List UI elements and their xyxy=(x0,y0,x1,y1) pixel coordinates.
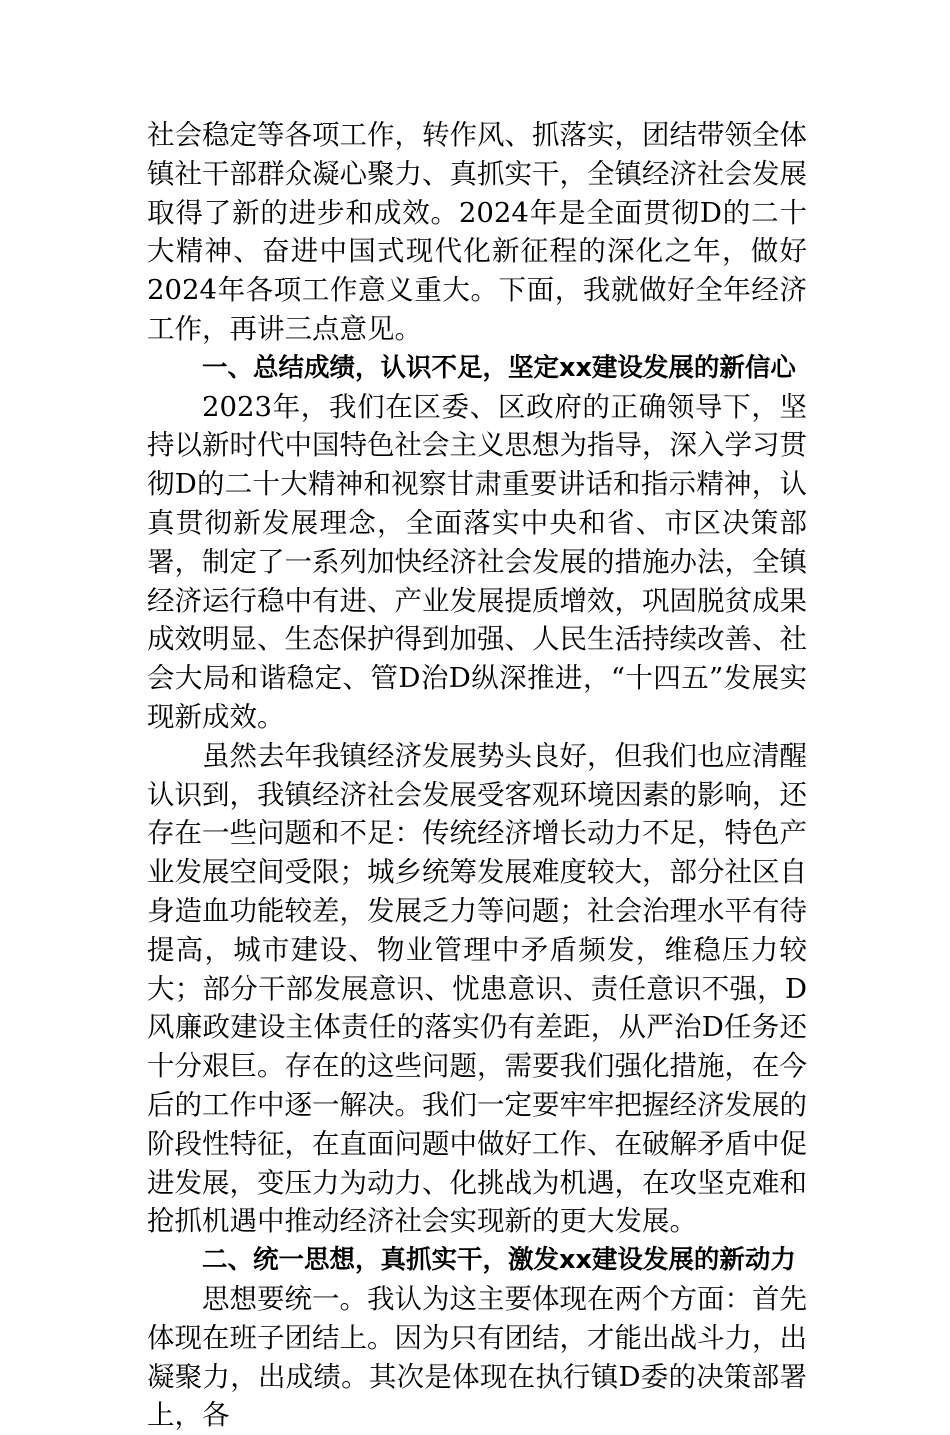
paragraph-achievements: 2023年，我们在区委、区政府的正确领导下，坚持以新时代中国特色社会主义思想为指导，深入学习贯彻D的二十大精神和视察甘肃重要讲话和指示精神，认真贯彻新发展理念，全面落实中央和省、市区决策部署，制定了一系列加快经济社会发展的措施办法，全镇经济运行稳中有进、产业发展提质增效，巩固脱贫成果成效明显、生态保护得到加强、人民生活持续改善、社会大局和谐稳定、管D治D纵深推进，“十四五”发展实现新成效。 xyxy=(147,390,807,733)
section-heading-1: 一、总结成绩，认识不足，坚定xx建设发展的新信心 xyxy=(202,352,796,383)
document-body xyxy=(147,116,807,1435)
paragraph-unify-thinking: 思想要统一。我认为这主要体现在两个方面：首先体现在班子团结上。因为只有团结，才能出战斗力，出凝聚力，出成绩。其次是体现在执行镇D委的决策部署上，各 xyxy=(147,1282,807,1432)
paragraph-problems: 虽然去年我镇经济发展势头良好，但我们也应清醒认识到，我镇经济社会发展受客观环境因素的影响，还存在一些问题和不足：传统经济增长动力不足，特色产业发展空间受限；城乡统筹发展难度较大，部分社区自身造血功能较差，发展乏力等问题；社会治理水平有待提高，城市建设、物业管理中矛盾频发，维稳压力较大；部分干部发展意识、忧患意识、责任意识不强，D风廉政建设主体责任的落实仍有差距，从严治D任务还十分艰巨。存在的这些问题，需要我们强化措施，在今后的工作中逐一解决。我们一定要牢牢把握经济发展的阶段性特征，在直面问题中做好工作、在破解矛盾中促进发展，变压力为动力、化挑战为机遇，在攻坚克难和抢抓机遇中推动经济社会实现新的更大发展。 xyxy=(147,739,807,1238)
paragraph-opening-continued: 社会稳定等各项工作，转作风、抓落实，团结带领全体镇社干部群众凝心聚力、真抓实干，全镇经济社会发展取得了新的进步和成效。2024年是全面贯彻D的二十大精神、奋进中国式现代化新征程的深化之年，做好2024年各项工作意义重大。下面，我就做好全年经济工作，再讲三点意见。 xyxy=(147,119,807,345)
section-heading-2: 二、统一思想，真抓实干，激发xx建设发展的新动力 xyxy=(202,1245,796,1276)
